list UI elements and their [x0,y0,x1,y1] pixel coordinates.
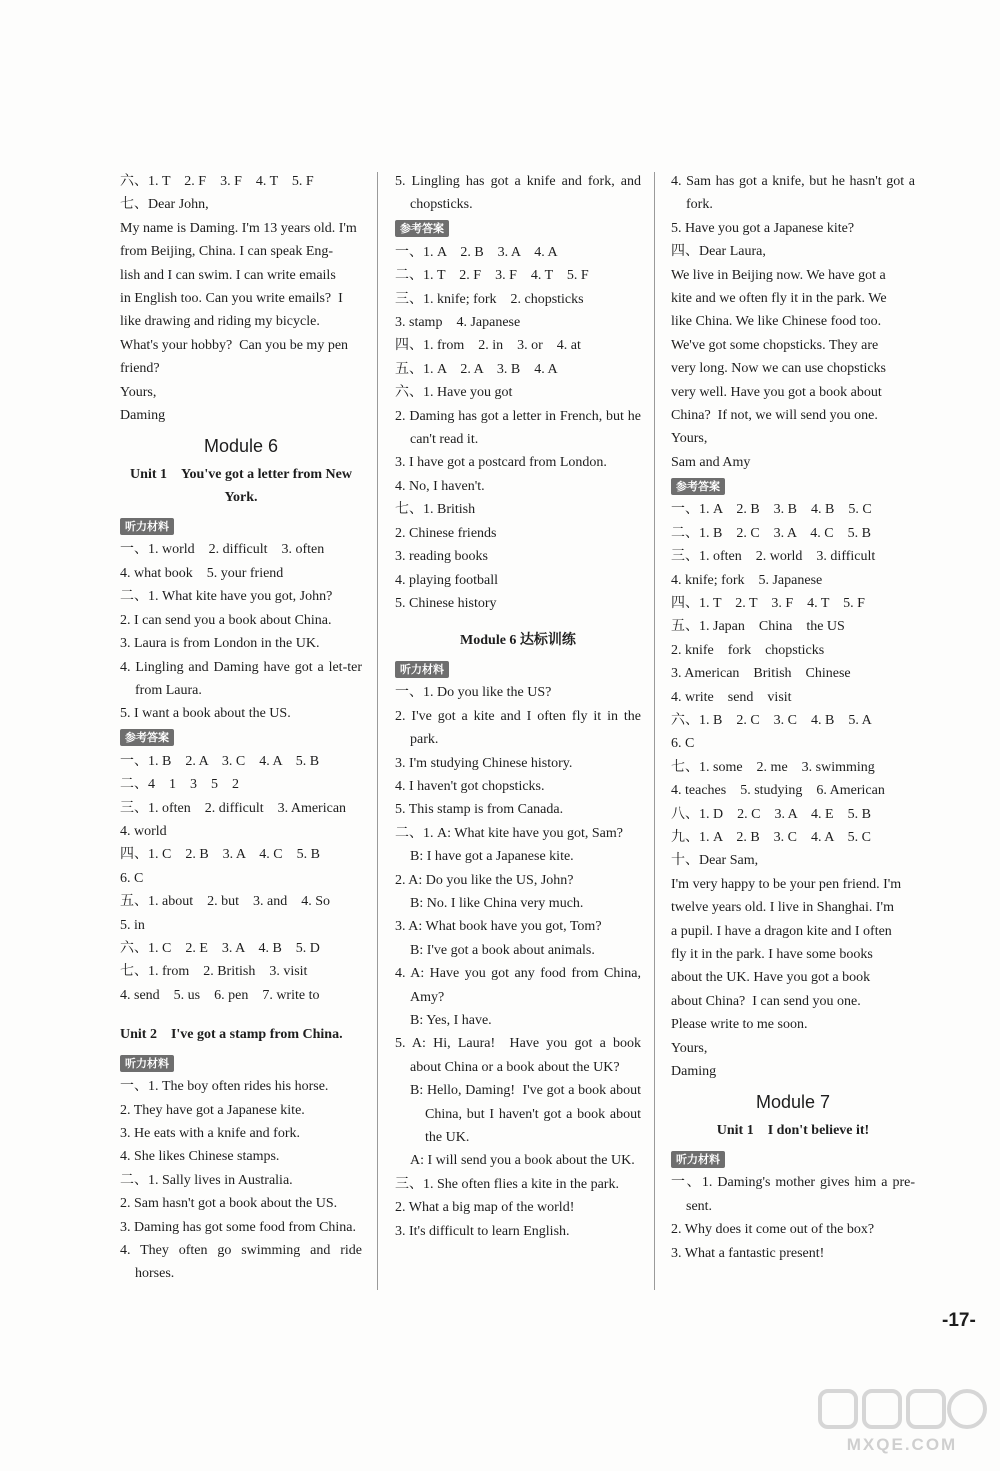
answer-line: 4. what book 5. your friend [120,565,284,581]
answer-line: 3. It's difficult to learn English. [395,1223,570,1239]
answer-line: 二、1. T 2. F 3. F 4. T 5. F [395,268,589,284]
answer-line: 4. world [120,823,167,839]
section-tag-row [120,514,362,538]
answer-line: Daming [671,1064,717,1080]
answer-line: 2. What a big map of the world! [395,1200,575,1216]
answer-line: 5. in [120,917,145,933]
answer-line: 5. A: Hi, Laura! Have you got a book about China or a book about the UK? [395,1036,645,1075]
answer-line: 2. I can send you a book about China. [120,612,332,628]
answer-line: 3. A: What book have you got, Tom? [395,919,602,935]
answer-line: very well. Have you got a book about [671,384,882,400]
section-tag: 听力材料 [120,518,174,535]
answer-line: Daming [120,408,166,424]
answer-line: very long. Now we can use chopsticks [671,361,887,377]
answer-line: 3. Laura is from London in the UK. [120,636,320,652]
answer-column-1 [120,170,366,1286]
answer-line: 六、1. Have you got [395,385,513,401]
answer-line: What's your hobby? Can you be my pen [120,337,349,353]
answer-line: We've got some chopsticks. They are [671,337,879,353]
answer-line: 5. I want a book about the US. [120,706,291,722]
answer-line: 四、1. from 2. in 3. or 4. at [395,338,581,354]
answer-line: 5. Chinese history [395,595,497,611]
section-tag: 听力材料 [671,1151,725,1168]
answer-line: 一、1. B 2. A 3. C 4. A 5. B [120,753,320,769]
answer-line: China? If not, we will send you one. [671,408,878,424]
answer-line: kite and we often fly it in the park. We [671,291,887,307]
answer-line: 4. A: Have you got any food from China, Amy? [395,966,644,1005]
answer-line: 七、1. British [395,502,476,518]
answer-line: like drawing and riding my bicycle. [120,314,320,330]
answer-line: like China. We like Chinese food too. [671,314,882,330]
watermark-logo [812,1385,992,1465]
answer-line: 七、1. from 2. British 3. visit [120,964,308,980]
answer-line: 3. I'm studying Chinese history. [395,755,573,771]
answer-line: 六、1. B 2. C 3. C 4. B 5. A [671,712,872,728]
answer-line: 3. Daming has got some food from China. [120,1219,357,1235]
answer-column-2 [395,170,645,1243]
section-tag-row [395,217,641,241]
answer-line: 3. American British Chinese [671,666,851,682]
answer-line: 3. He eats with a knife and fork. [120,1126,300,1141]
answer-line: 5. Have you got a Japanese kite? [671,220,855,236]
answer-line: 4. Lingling and Daming have got a let-ter from Laura. [120,659,366,698]
answer-line: 2. Daming has got a letter in French, but he can't read it. [395,408,645,448]
answer-line: 五、1. A 2. A 3. B 4. A [395,361,558,377]
page-number: -17- [942,1310,976,1331]
section-tag-row [671,1147,915,1171]
answer-line: 一、1. A 2. B 3. B 4. B 5. C [671,502,872,518]
answer-line: 一、1. Do you like the US? [395,685,552,701]
answer-line: 5. This stamp is from Canada. [395,802,564,818]
module-heading: Module 7 [755,1092,831,1113]
answer-line: 一、1. A 2. B 3. A 4. A [395,244,558,260]
section-tag-row [395,657,641,681]
module-heading: Module 6 [203,436,279,457]
unit-heading: Unit 2 I've got a stamp from China. [120,1027,343,1043]
answer-line: fly it in the park. I have some books [671,947,873,962]
answer-line: 3. What a fantastic present! [671,1245,825,1261]
answer-line: 十、Dear Sam, [671,853,759,869]
answer-line: 七、Dear John, [120,197,209,213]
answer-line: Yours, [120,384,157,400]
answer-line: 五、1. about 2. but 3. and 4. So [120,894,330,910]
answer-line: 2. A: Do you like the US, John? [395,872,574,888]
answer-line: 四、1. T 2. T 3. F 4. T 5. F [671,595,865,611]
answer-line: 4. knife; fork 5. Japanese [671,572,823,588]
section-tag: 听力材料 [120,1055,174,1072]
section-tag: 参考答案 [671,478,725,495]
unit-heading: Unit 1 You've got a letter from New York. [130,467,352,506]
answer-line: 三、1. often 2. world 3. difficult [671,549,876,565]
section-tag: 参考答案 [395,220,449,237]
answer-line: 4. Sam has got a knife, but he hasn't got a fork. [671,174,919,213]
unit-heading: Unit 1 I don't believe it! [716,1123,870,1139]
answer-line: about China? I can send you one. [671,993,861,1009]
answer-column-3 [671,170,919,1265]
answer-line: I'm very happy to be your pen friend. I'm [671,876,902,892]
answer-line: 2. They have got a Japanese kite. [120,1102,305,1118]
answer-line: 一、1. The boy often rides his horse. [120,1079,329,1095]
answer-line: 二、4 1 3 5 2 [120,777,239,793]
answer-line: 九、1. A 2. B 3. C 4. A 5. C [671,829,871,845]
answer-line: 五、1. Japan China the US [671,619,845,635]
answer-line: Yours, [671,431,708,447]
answer-line: 三、1. knife; fork 2. chopsticks [395,291,584,307]
answer-line: 二、1. A: What kite have you got, Sam? [395,825,623,841]
answer-line: 6. C [120,870,144,886]
section-tag: 参考答案 [120,729,174,746]
answer-line: a pupil. I have a dragon kite and I often [671,923,892,939]
section-tag-row [671,474,915,498]
column-divider [377,172,378,1290]
answer-line: 2. Chinese friends [395,525,497,541]
answer-line: 3. I have got a postcard from London. [395,455,607,471]
answer-line: B: Hello, Daming! I've got a book about China, but I haven't got a book about the UK. [410,1083,645,1146]
answer-line: 三、1. often 2. difficult 3. American [120,800,347,816]
answer-line: 八、1. D 2. C 3. A 4. E 5. B [671,806,871,822]
answer-line: 2. knife fork chopsticks [671,642,825,658]
answer-line: 4. playing football [395,572,499,588]
answer-line: 2. Sam hasn't got a book about the US. [120,1196,338,1212]
answer-line: 七、1. some 2. me 3. swimming [671,759,875,775]
answer-line: lish and I can swim. I can write emails [120,267,336,283]
answer-line: 2. I've got a kite and I often fly it in the park. [395,708,645,748]
answer-line: 四、1. C 2. B 3. A 4. C 5. B [120,847,320,863]
answer-line: 三、1. She often flies a kite in the park. [395,1176,619,1192]
answer-line: from Beijing, China. I can speak Eng- [120,244,334,260]
answer-line: 二、1. Sally lives in Australia. [120,1172,293,1188]
answer-line: 一、1. world 2. difficult 3. often [120,542,325,558]
answer-line: Yours, [671,1040,708,1056]
unit-heading: Module 6 达标训练 [460,633,576,649]
answer-line: 六、1. T 2. F 3. F 4. T 5. F [120,174,314,189]
section-tag: 听力材料 [395,661,449,678]
column-divider [654,172,655,1290]
answer-line: B: I have got a Japanese kite. [410,849,574,865]
answer-line: 4. teaches 5. studying 6. American [671,783,885,799]
answer-line: 4. They often go swimming and ride horses. [120,1243,366,1282]
answer-line: 4. I haven't got chopsticks. [395,778,545,794]
answer-line: 六、1. C 2. E 3. A 4. B 5. D [120,940,320,956]
answer-line: twelve years old. I live in Shanghai. I'm [671,900,894,916]
answer-line: 4. No, I haven't. [395,478,485,494]
answer-line: Sam and Amy [671,454,751,470]
watermark-text: MXQE.COM [846,1435,958,1454]
answer-line: 四、Dear Laura, [671,244,766,260]
answer-line: 4. write send visit [671,689,792,705]
answer-line: friend? [120,361,160,377]
section-tag-row [120,726,362,750]
answer-line: in English too. Can you write emails? I [120,291,343,307]
answer-line: Please write to me soon. [671,1017,808,1033]
answer-line: B: No. I like China very much. [410,895,584,911]
answer-line: 一、1. Daming's mother gives him a pre-sent. [671,1175,915,1214]
answer-line: 2. Why does it come out of the box? [671,1222,875,1238]
answer-line: We live in Beijing now. We have got a [671,267,886,283]
answer-line: 3. reading books [395,549,488,565]
answer-line: 5. Lingling has got a knife and fork, and chopsticks. [395,174,645,213]
answer-line: 6. C [671,736,695,752]
section-tag-row [120,1051,362,1075]
answer-line: about the UK. Have you got a book [671,970,871,986]
answer-line: 二、1. What kite have you got, John? [120,589,333,605]
answer-line: 二、1. B 2. C 3. A 4. C 5. B [671,525,871,541]
answer-line: 3. stamp 4. Japanese [395,315,521,331]
answer-line: A: I will send you a book about the UK. [410,1153,635,1169]
spacer [395,615,641,625]
answer-line: My name is Daming. I'm 13 years old. I'm [120,220,357,236]
answer-line: 4. She likes Chinese stamps. [120,1149,280,1165]
answer-line: 4. send 5. us 6. pen 7. write to [120,987,320,1003]
answer-line: B: Yes, I have. [410,1013,492,1028]
answer-line: B: I've got a book about animals. [410,942,595,958]
